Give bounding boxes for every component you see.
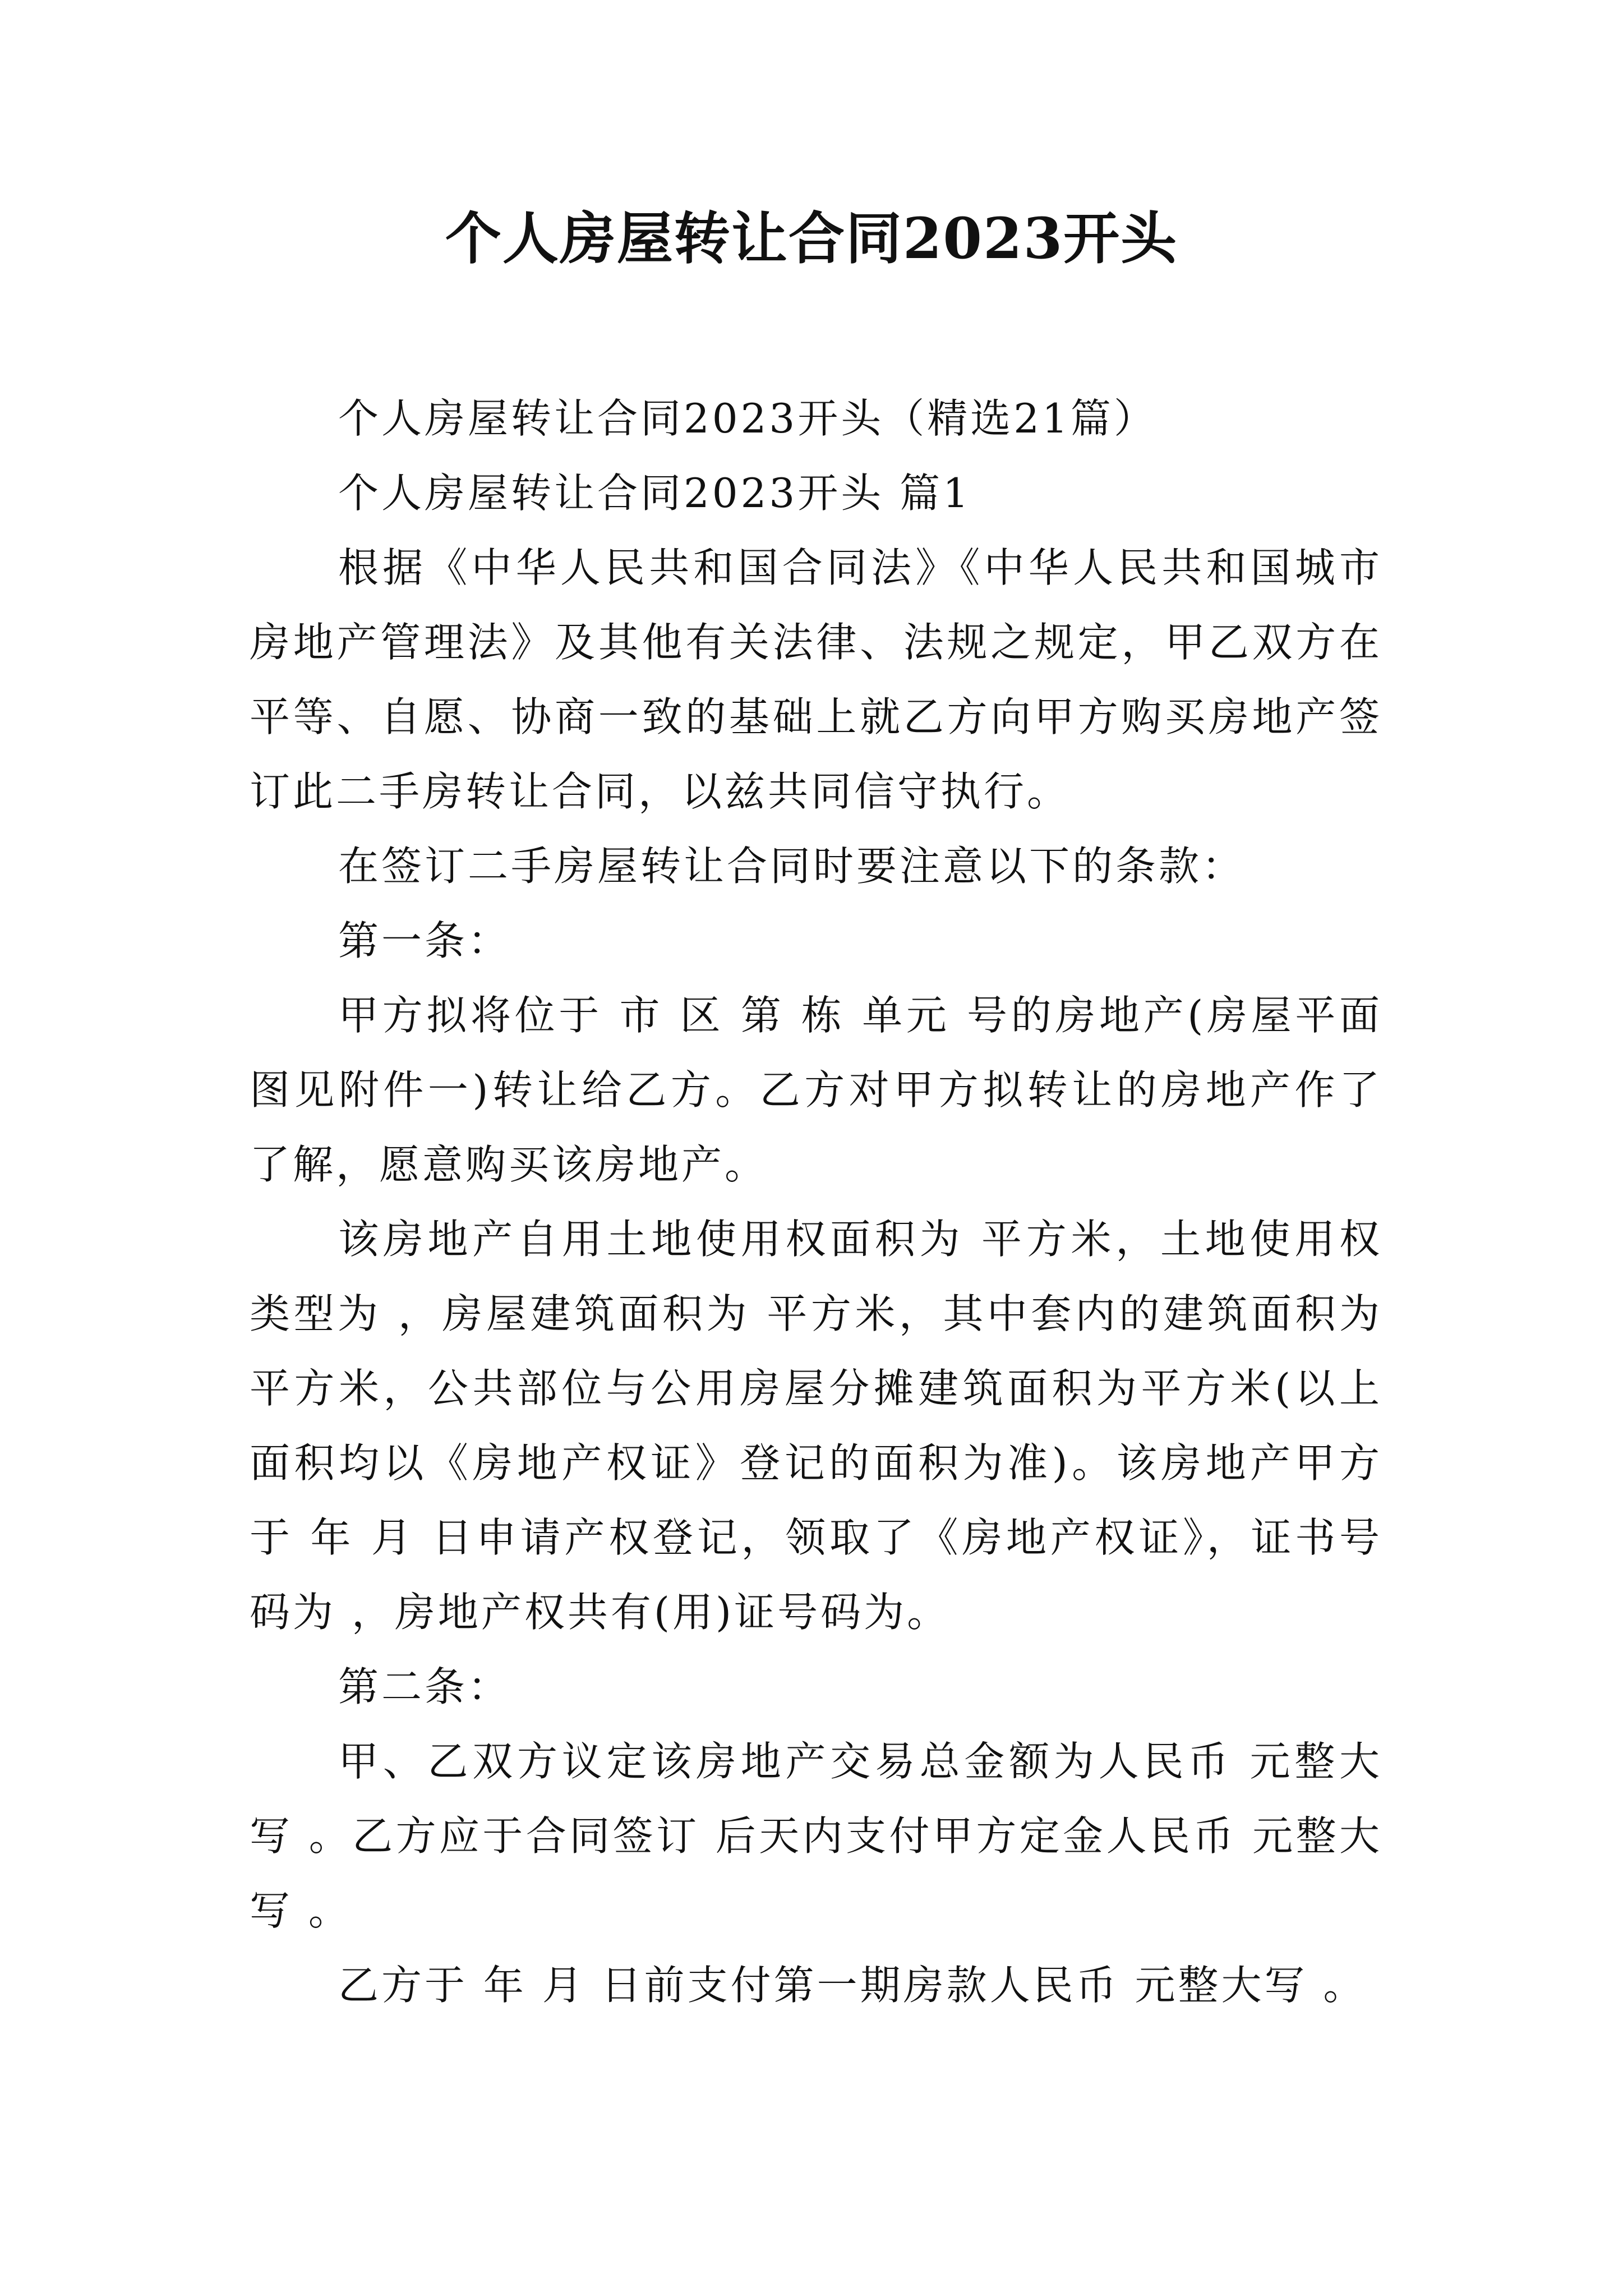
preamble-paragraph: 根据《中华人民共和国合同法》《中华人民共和国城市房地产管理法》及其他有关法律、法规之规定，甲乙双方在平等、自愿、协商一致的基础上就乙方向甲方购买房地产签订此二手房转让合同，以兹共同信守执行。 (250, 544, 1382, 815)
article-1-paragraph-2: 该房地产自用土地使用权面积为 平方米，土地使用权类型为 ，房屋建筑面积为 平方米，其中套内的建筑面积为平方米，公共部位与公用房屋分摊建筑面积为平方米(以上面积均以《房地产权证》登记的面积为准)。该房地产甲方于 年 月 日申请产权登记，领取了《房地产权证》，证书号码为 ，房地产权共有(用)证号码为。 (250, 1216, 1382, 1636)
section-heading: 个人房屋转让合同2023开头 篇1 (338, 470, 971, 517)
notice-paragraph: 在签订二手房屋转让合同时要注意以下的条款： (338, 843, 1246, 890)
article-1-paragraph-1: 甲方拟将位于 市 区 第 栋 单元 号的房地产(房屋平面图见附件一)转让给乙方。乙方对甲方拟转让的房地产作了了解，愿意购买该房地产。 (250, 992, 1382, 1188)
subtitle-paragraph: 个人房屋转让合同2023开头（精选21篇） (338, 395, 1157, 442)
article-2-paragraph-2: 乙方于 年 月 日前支付第一期房款人民币 元整大写 。 (338, 1962, 1367, 2009)
article-2-heading: 第二条： (338, 1663, 511, 1710)
document-title: 个人房屋转让合同2023开头 (445, 205, 1178, 272)
article-1-heading: 第一条： (338, 917, 511, 964)
document-body (250, 381, 1382, 2023)
article-2-paragraph-1: 甲、乙双方议定该房地产交易总金额为人民币 元整大写 。乙方应于合同签订 后天内支付甲方定金人民币 元整大写 。 (250, 1738, 1382, 1934)
